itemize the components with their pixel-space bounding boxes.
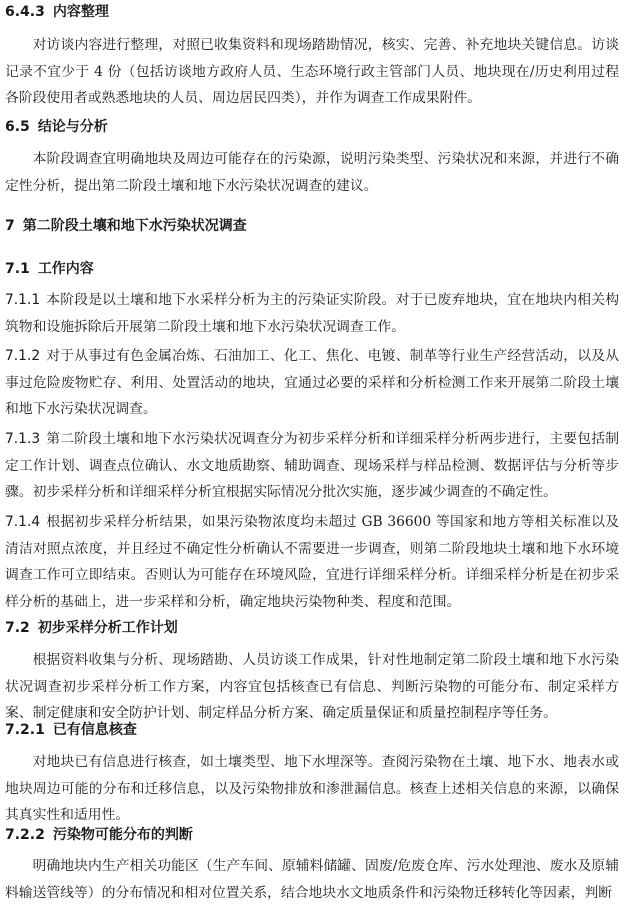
section-title: 工作内容 [37,261,94,277]
paragraph-7-2-1: 对地块已有信息进行核查，如土壤类型、地下水埋深等。查阅污染物在土壤、地下水、地表水或地块周边可能的分布和迁移信息，以及污染物排放和渗泄漏信息。核查上述相关信息的来源，以确保其真实性和适用性。 [5,754,619,823]
document-page [5,0,621,904]
clause-number: 7.1.3 [5,431,41,447]
clause-number: 7.1.2 [5,348,41,364]
paragraph-7-1-2 [5,343,619,423]
section-title: 已有信息核查 [52,722,137,738]
paragraph-7-1-3 [5,426,619,506]
paragraph-6-4-3: 对访谈内容进行整理，对照已收集资料和现场踏勘情况，核实、完善、补充地块关键信息。访谈记录不宜少于 4 份（包括访谈地方政府人员、生态环境行政主管部门人员、地块现在/历史利用过程各阶段使用者或熟悉地块的人员、周边居民四类），并作为调查工作成果附件。 [5,37,619,106]
section-number: 7 [5,218,15,234]
section-number: 7.2.2 [5,827,45,843]
section-heading-7-2-1 [5,720,137,740]
clause-number: 7.1.4 [5,514,41,530]
clause-text: 第二阶段土壤和地下水污染状况调查分为初步采样分析和详细采样分析两步进行，主要包括制定工作计划、调查点位确认、水文地质勘察、辅助调查、现场采样与样品检测、数据评估与分析等步骤。初步采样分析和详细采样分析宜根据实际情况分批次实施，逐步减少调查的不确定性。 [5,431,619,500]
section-title: 第二阶段土壤和地下水污染状况调查 [22,218,247,234]
section-title: 内容整理 [52,4,109,20]
section-heading-7 [5,216,247,236]
section-heading-7-2-2 [5,825,193,845]
clause-text: 对于从事过有色金属冶炼、石油加工、化工、焦化、电镀、制革等行业生产经营活动，以及从事过危险废物贮存、利用、处置活动的地块，宜通过必要的采样和分析检测工作来开展第二阶段土壤和地下水污染状况调查。 [5,348,619,417]
clause-number: 7.1.1 [5,292,41,308]
section-heading-6-4-3 [5,2,109,22]
section-number: 7.2 [5,620,30,636]
section-heading-7-1 [5,259,94,279]
paragraph-7-1-1 [5,287,619,340]
section-number: 7.2.1 [5,722,45,738]
section-number: 6.5 [5,119,30,135]
section-title: 污染物可能分布的判断 [52,827,193,843]
clause-text: 本阶段是以土壤和地下水采样分析为主的污染证实阶段。对于已废弃地块，宜在地块内相关构筑物和设施拆除后开展第二阶段土壤和地下水污染状况调查工作。 [5,292,619,335]
paragraph-7-2: 根据资料收集与分析、现场踏勘、人员访谈工作成果，针对性地制定第二阶段土壤和地下水污染状况调查初步采样分析工作方案，内容宜包括核查已有信息、判断污染物的可能分布、制定采样方案、制定健康和安全防护计划、制定样品分析方案、确定质量保证和质量控制程序等任务。 [5,652,619,721]
clause-text: 根据初步采样分析结果，如果污染物浓度均未超过 GB 36600 等国家和地方等相关标准以及清洁对照点浓度，并且经过不确定性分析确认不需要进一步调查，则第二阶段地块土壤和地下水环境调查工作可立即结束。否则认为可能存在环境风险，宜进行详细采样分析。详细采样分析是在初步采样分析的基础上，进一步采样和分析，确定地块污染物种类、程度和范围。 [5,514,619,610]
paragraph-6-5: 本阶段调查宜明确地块及周边可能存在的污染源，说明污染类型、污染状况和来源，并进行不确定性分析，提出第二阶段土壤和地下水污染状况调查的建议。 [5,151,619,194]
paragraph-7-1-4 [5,509,619,615]
section-title: 初步采样分析工作计划 [37,620,178,636]
section-number: 6.4.3 [5,4,45,20]
section-heading-6-5 [5,117,108,137]
paragraph-7-2-2: 明确地块内生产相关功能区（生产车间、原辅料储罐、固废/危废仓库、污水处理池、废水及原辅料输送管线等）的分布情况和相对位置关系，结合地块水文地质条件和污染物迁移转化等因素，判断 [5,858,619,901]
section-title: 结论与分析 [37,119,108,135]
section-heading-7-2 [5,618,178,638]
section-number: 7.1 [5,261,30,277]
